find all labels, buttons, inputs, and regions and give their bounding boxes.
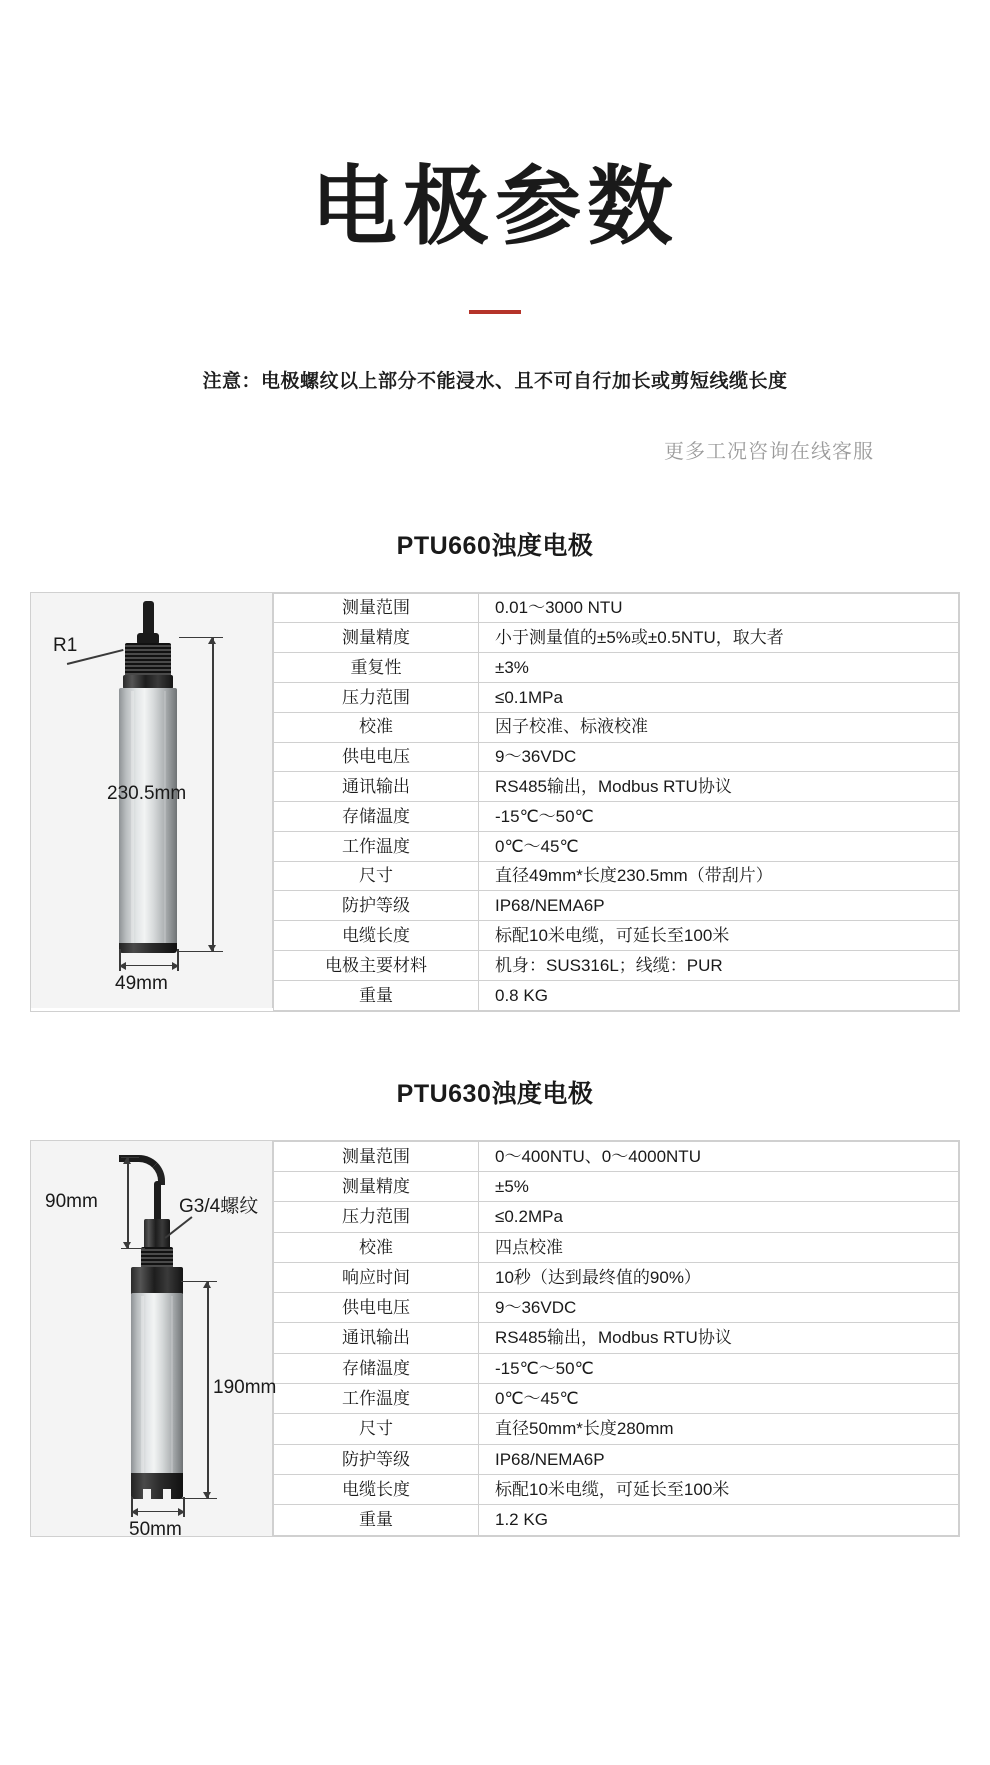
spec-value: 直径49mm*长度230.5mm（带刮片） bbox=[479, 861, 959, 891]
table-row bbox=[274, 742, 959, 772]
table-row bbox=[274, 1141, 959, 1171]
spec-value: 1.2 KG bbox=[479, 1505, 959, 1535]
dim-label-thread-630: G3/4螺纹 bbox=[179, 1195, 259, 1217]
spec-value: IP68/NEMA6P bbox=[479, 891, 959, 921]
spec-value: RS485输出，Modbus RTU协议 bbox=[479, 772, 959, 802]
spec-label: 校准 bbox=[274, 1232, 479, 1262]
table-row bbox=[274, 712, 959, 742]
probe-collar bbox=[123, 675, 173, 689]
dim-width-extline-left bbox=[131, 1497, 133, 1517]
probe-body-highlight-2 bbox=[164, 691, 166, 946]
table-row bbox=[274, 1444, 959, 1474]
spec-value: ±5% bbox=[479, 1171, 959, 1201]
title-underline-rule bbox=[469, 310, 521, 314]
page-root bbox=[0, 58, 990, 1765]
spec-value: -15℃～50℃ bbox=[479, 1353, 959, 1383]
spec-label: 存储温度 bbox=[274, 1353, 479, 1383]
spec-value: 因子校准、标液校准 bbox=[479, 712, 959, 742]
table-row bbox=[274, 951, 959, 981]
dim-height-extline-top bbox=[181, 1281, 217, 1283]
dim-label-cable-630: 90mm bbox=[45, 1190, 98, 1212]
probe-thread-section bbox=[125, 643, 171, 677]
spec-block-ptu660 bbox=[30, 592, 960, 1012]
spec-label: 供电电压 bbox=[274, 742, 479, 772]
spec-value: 直径50mm*长度280mm bbox=[479, 1414, 959, 1444]
spec-label: 尺寸 bbox=[274, 1414, 479, 1444]
probe-cable bbox=[143, 601, 154, 637]
spec-label: 工作温度 bbox=[274, 831, 479, 861]
section-title-ptu660: PTU660浊度电极 bbox=[396, 531, 594, 560]
dim-height-extline-top bbox=[179, 637, 223, 639]
table-row bbox=[274, 1171, 959, 1201]
table-row bbox=[274, 623, 959, 653]
probe-sensor-face bbox=[119, 943, 177, 953]
table-row bbox=[274, 980, 959, 1010]
spec-value: 标配10米电缆，可延长至100米 bbox=[479, 921, 959, 951]
table-row bbox=[274, 1232, 959, 1262]
dim-label-r1: R1 bbox=[53, 634, 78, 656]
spec-value: 0.8 KG bbox=[479, 980, 959, 1010]
table-row bbox=[274, 1262, 959, 1292]
section-ptu630 bbox=[0, 1074, 990, 1540]
table-row bbox=[274, 1474, 959, 1504]
dim-height-extline-bottom bbox=[179, 951, 223, 953]
notice-text: 注意：电极螺纹以上部分不能浸水、且不可自行加长或剪短线缆长度 bbox=[202, 370, 788, 392]
dim-label-height-630: 190mm bbox=[213, 1376, 277, 1398]
spec-label: 防护等级 bbox=[274, 1444, 479, 1474]
probe-end-cap bbox=[131, 1473, 183, 1499]
table-row bbox=[274, 772, 959, 802]
probe-body-highlight bbox=[131, 691, 134, 946]
table-row bbox=[274, 1293, 959, 1323]
dim-width-extline-right bbox=[183, 1497, 185, 1517]
table-row bbox=[274, 653, 959, 683]
spec-label: 测量精度 bbox=[274, 1171, 479, 1201]
spec-label: 压力范围 bbox=[274, 682, 479, 712]
table-row bbox=[274, 921, 959, 951]
probe-body bbox=[131, 1293, 183, 1489]
spec-value: 小于测量值的±5%或±0.5NTU，取大者 bbox=[479, 623, 959, 653]
dim-height-line bbox=[212, 637, 214, 952]
spec-label: 电极主要材料 bbox=[274, 951, 479, 981]
spec-value: -15℃～50℃ bbox=[479, 802, 959, 832]
table-row bbox=[274, 1384, 959, 1414]
dim-width-extline-right bbox=[177, 949, 179, 971]
spec-table-ptu660 bbox=[273, 593, 959, 1011]
probe-cable bbox=[154, 1181, 161, 1223]
spec-label: 重量 bbox=[274, 1505, 479, 1535]
table-row bbox=[274, 891, 959, 921]
probe-cap-notch-left bbox=[143, 1489, 151, 1499]
spec-label: 测量范围 bbox=[274, 593, 479, 623]
table-row bbox=[274, 1353, 959, 1383]
probe-thread-section bbox=[141, 1247, 173, 1269]
table-row bbox=[274, 1323, 959, 1353]
spec-value: 0℃～45℃ bbox=[479, 831, 959, 861]
spec-value: 10秒（达到最终值的90%） bbox=[479, 1262, 959, 1292]
table-row bbox=[274, 802, 959, 832]
spec-label: 通讯输出 bbox=[274, 772, 479, 802]
probe-body-highlight-2 bbox=[171, 1296, 173, 1486]
spec-label: 测量精度 bbox=[274, 623, 479, 653]
table-row bbox=[274, 1202, 959, 1232]
spec-label: 压力范围 bbox=[274, 1202, 479, 1232]
spec-label: 校准 bbox=[274, 712, 479, 742]
page-title: 电极参数 bbox=[311, 158, 679, 255]
spec-label: 电缆长度 bbox=[274, 1474, 479, 1504]
spec-value: 四点校准 bbox=[479, 1232, 959, 1262]
spec-label: 响应时间 bbox=[274, 1262, 479, 1292]
dim-label-height-660: 230.5mm bbox=[107, 782, 187, 804]
spec-block-ptu630 bbox=[30, 1140, 960, 1540]
spec-value: 0～400NTU、0～4000NTU bbox=[479, 1141, 959, 1171]
dim-cable-extline-bottom bbox=[121, 1248, 145, 1250]
table-row bbox=[274, 831, 959, 861]
diagram-panel-ptu630 bbox=[31, 1141, 277, 1540]
dim-cable-extline-top bbox=[121, 1157, 139, 1159]
spec-label: 尺寸 bbox=[274, 861, 479, 891]
probe-cable-gland bbox=[144, 1219, 170, 1249]
table-row bbox=[274, 1414, 959, 1444]
spec-value: ≤0.2MPa bbox=[479, 1202, 959, 1232]
dim-height-line bbox=[207, 1281, 209, 1499]
spec-value: 9～36VDC bbox=[479, 742, 959, 772]
probe-body-highlight bbox=[141, 1296, 144, 1486]
probe-body bbox=[119, 688, 177, 950]
spec-label: 电缆长度 bbox=[274, 921, 479, 951]
dim-width-line bbox=[131, 1511, 185, 1513]
table-row bbox=[274, 861, 959, 891]
table-row bbox=[274, 593, 959, 623]
section-title-ptu630: PTU630浊度电极 bbox=[396, 1079, 594, 1108]
dim-label-width-660: 49mm bbox=[115, 972, 168, 994]
dim-cable-line bbox=[127, 1157, 129, 1249]
spec-value: 机身：SUS316L；线缆：PUR bbox=[479, 951, 959, 981]
section-ptu660 bbox=[0, 526, 990, 1012]
spec-value: IP68/NEMA6P bbox=[479, 1444, 959, 1474]
spec-label: 重复性 bbox=[274, 653, 479, 683]
spec-label: 通讯输出 bbox=[274, 1323, 479, 1353]
table-row bbox=[274, 682, 959, 712]
diagram-panel-ptu660 bbox=[31, 593, 273, 1008]
probe-collar bbox=[131, 1267, 183, 1295]
spec-table-ptu630 bbox=[273, 1141, 959, 1536]
spec-label: 存储温度 bbox=[274, 802, 479, 832]
dim-height-extline-bottom bbox=[181, 1498, 217, 1500]
spec-label: 重量 bbox=[274, 980, 479, 1010]
service-note-text: 更多工况咨询在线客服 bbox=[664, 440, 874, 463]
spec-label: 防护等级 bbox=[274, 891, 479, 921]
dim-width-extline-left bbox=[119, 949, 121, 971]
spec-value: ≤0.1MPa bbox=[479, 682, 959, 712]
spec-label: 供电电压 bbox=[274, 1293, 479, 1323]
spec-value: ±3% bbox=[479, 653, 959, 683]
dim-width-line bbox=[119, 965, 179, 967]
probe-cap-notch-right bbox=[163, 1489, 171, 1499]
spec-value: 0℃～45℃ bbox=[479, 1384, 959, 1414]
spec-label: 工作温度 bbox=[274, 1384, 479, 1414]
spec-value: 0.01～3000 NTU bbox=[479, 593, 959, 623]
dim-label-width-630: 50mm bbox=[129, 1518, 182, 1540]
spec-value: 标配10米电缆，可延长至100米 bbox=[479, 1474, 959, 1504]
spec-label: 测量范围 bbox=[274, 1141, 479, 1171]
spec-value: 9～36VDC bbox=[479, 1293, 959, 1323]
spec-value: RS485输出，Modbus RTU协议 bbox=[479, 1323, 959, 1353]
table-row bbox=[274, 1505, 959, 1535]
